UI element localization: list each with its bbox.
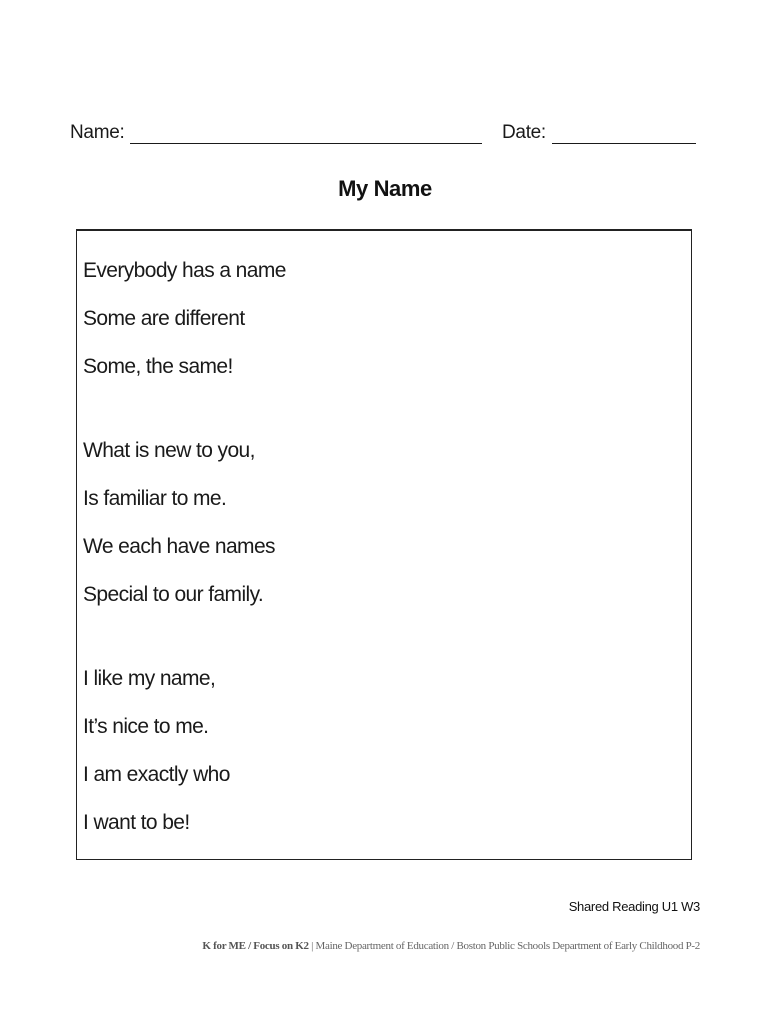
poem-line: Some, the same! [83,355,233,378]
name-field [70,122,482,144]
footer-credits [202,940,700,952]
unit-label: Shared Reading U1 W3 [568,899,700,914]
poem-line: Special to our family. [83,583,264,606]
footer-credits-text: Maine Department of Education / Boston Public Schools Department of Early Childhood P-2 [315,940,700,952]
date-field [502,122,696,144]
footer-separator: | [308,940,316,952]
poem-line: Everybody has a name [83,259,286,282]
poem-line: What is new to you, [83,439,255,462]
page-title: My Name [338,176,432,201]
date-label: Date: [502,122,546,143]
poem-line: We each have names [83,535,275,558]
poem-line: Some are different [83,307,245,330]
poem-line: I want to be! [83,811,190,834]
poem-line: I like my name, [83,667,216,690]
header-row [70,122,700,148]
date-blank-line[interactable] [552,125,696,144]
poem-line: Is familiar to me. [83,487,227,510]
name-blank-line[interactable] [130,125,482,144]
poem-box [76,229,692,860]
poem-line: It’s nice to me. [83,715,209,738]
footer-program: K for ME / Focus on K2 [202,940,309,952]
name-label: Name: [70,122,125,143]
poem-line: I am exactly who [83,763,230,786]
